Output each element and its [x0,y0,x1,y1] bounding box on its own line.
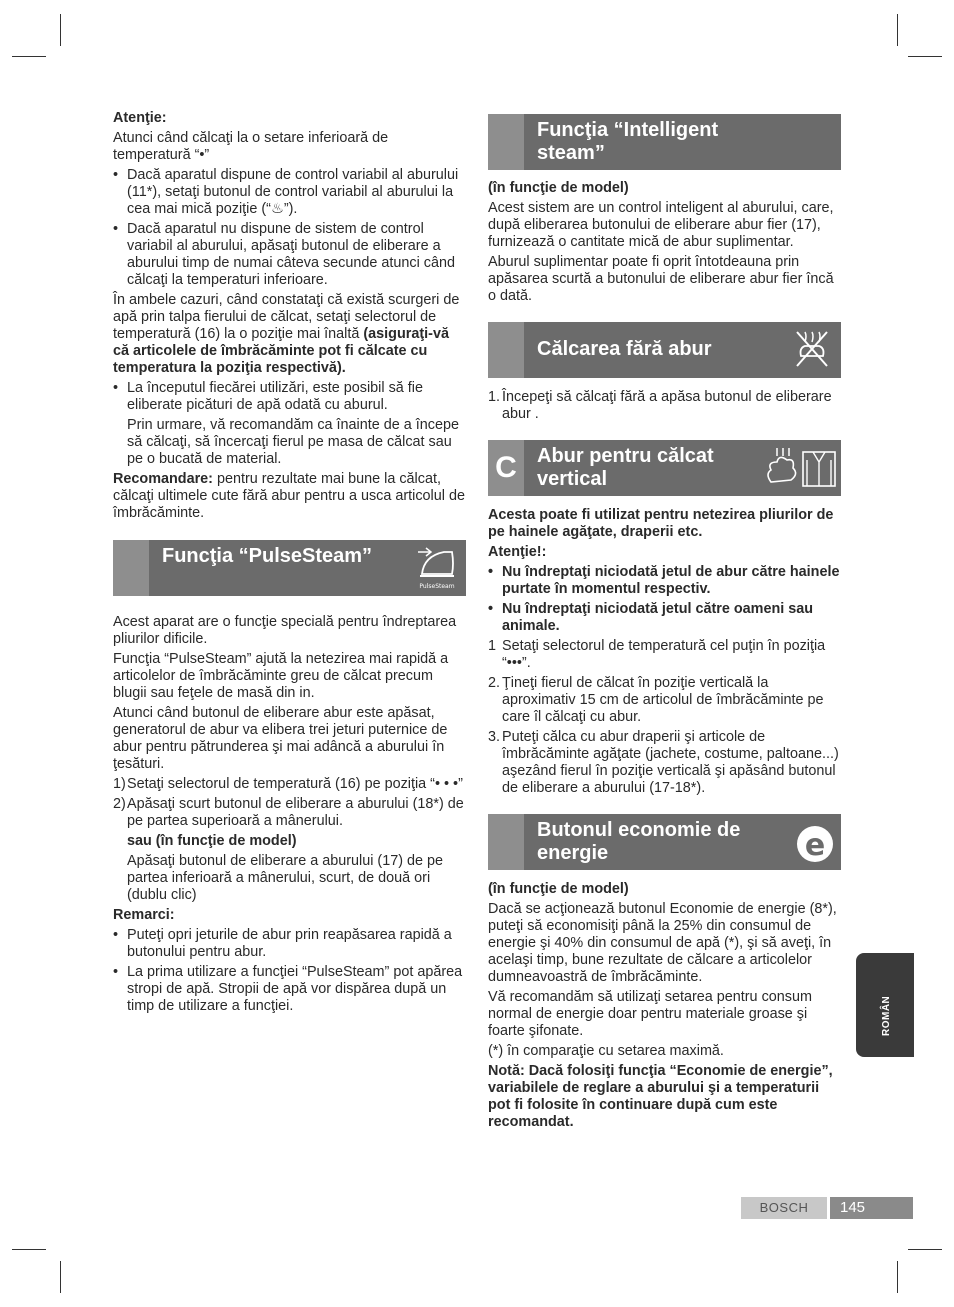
attention-heading: Atenţie!: [488,544,547,560]
section-header-no-steam [488,322,841,378]
list-item: • Dacă aparatul nu dispune de sistem de control variabil al aburului, apăsaţi butonul de eliberare a aburului timp de numai câteva secunde atunci când călcaţi la temperaturi inferioare. [113,221,455,288]
crop-mark [908,1249,942,1250]
crop-mark [12,56,46,57]
list-item: • La începutul fiecărei utilizări, este posibil să fie eliberate picături de apă odată cu aburul. [113,380,423,413]
crop-mark [60,1261,61,1293]
paragraph: Acest aparat are o funcţie specială pentru îndreptarea pliurilor dificile. [113,614,457,647]
numbered-step: 1. Începeţi să călcaţi fără a apăsa butonul de eliberare abur . [488,389,832,422]
paragraph: Atunci când călcaţi la o setare inferioară de temperatură “•” [113,130,389,163]
section-tab [488,814,524,870]
section-tab-letter: C [488,440,524,496]
paragraph: În ambele cazuri, când constataţi că există scurgeri de apă prin talpa fierului de călcat, setaţi selectorul de temperatură (16) la o poziţie mai înaltă (asiguraţi-vă că articolele de îmbrăcăminte pot fi călcate cu temperatura la poziţia respectivă). [113,292,460,376]
list-item: • Nu îndreptaţi niciodată jetul către oameni sau animale. [488,601,814,634]
right-column [488,114,841,1134]
section-title: Funcţia “Intelligent steam” [537,119,719,164]
paragraph: (*) în comparaţie cu setarea maximă. [488,1043,724,1059]
remarks-heading: Remarci: [113,907,175,923]
paragraph: Aburul suplimentar poate fi oprit întotdeauna prin apăsarea scurtă a butonului de eliberare abur fier încă o dată. [488,254,834,304]
section-tab [113,540,149,596]
list-item: • Dacă aparatul dispune de control variabil al aburului (11*), setaţi butonul de control variabil al aburului la cea mai mică poziţie (“♨”). [113,167,459,217]
language-tab [856,953,914,1057]
section-title: Abur pentru călcat vertical [537,445,714,490]
paragraph: Acest sistem are un control inteligent al aburului, care, după eliberarea butonului de eliberare abur fier (17), furnizează o cantitate mică de abur suplimentar. [488,200,834,250]
section-header-intelligent-steam [488,114,841,170]
paragraph: Dacă se acţionează butonul Economie de energie (8*), puteţi să economisiţi până la 25% din consumul de energie şi 40% din consumul de apă (*), şi să aveţi, în acelaşi timp, bune rezultate de călcare a articolelor dumneavoastră de îmbrăcăminte. [488,901,837,985]
left-column [113,110,466,1018]
crop-mark [908,56,942,57]
numbered-step: 1 Setaţi selectorul de temperatură cel puţin în poziţia “•••”. [488,638,826,671]
recommendation: Recomandare: pentru rezultate mai bune la călcat, călcaţi ultimele cute fără abur pentru a usca articolul de îmbrăcăminte. [113,471,465,521]
vertical-steam-icon [763,444,839,492]
model-note: (în funcţie de model) [488,180,629,196]
attention-heading: Atenţie: [113,110,167,126]
section-tab [488,114,524,170]
section-title: Funcţia “PulseSteam” [162,545,373,567]
note: Notă: Dacă folosiţi funcţia “Economie de energie”, variabilele de reglare a aburului şi a temperaturii pot fi folosite în continuare după cum este recomandat. [488,1063,833,1130]
paragraph: Vă recomandăm să utilizaţi setarea pentru consum normal de energie doar pentru materiale groase şi foarte şifonate. [488,989,812,1039]
list-item: • Nu îndreptaţi niciodată jetul de abur către hainele purtate în momentul respectiv. [488,564,840,597]
no-steam-icon [787,326,837,374]
svg-text:PulseSteam: PulseSteam [419,583,455,590]
section-title: Călcarea fără abur [537,338,712,360]
paragraph: Prin urmare, vă recomandăm ca înainte de a începe să călcaţi, să încercaţi fierul pe masa de călcat sau pe o bucată de material. [127,417,459,467]
paragraph: Funcţia “PulseSteam” ajută la netezirea mai rapidă a articolelor de îmbrăcăminte greu de călcat precum blugii sau feţele de masă din in. [113,651,449,701]
section-tab [488,322,524,378]
crop-mark [897,14,898,46]
list-item: • La prima utilizare a funcţiei “PulseSteam” pot apărea stropi de apă. Stropii de apă vor dispărea după un timp de utilizare a funcţiei. [113,964,463,1014]
section-header-vertical-steam [488,440,841,496]
paragraph: Acesta poate fi utilizat pentru netezirea pliurilor de pe hainele agăţate, draperii etc. [488,507,834,540]
paragraph: Apăsaţi butonul de eliberare a aburului (17) de pe partea inferioară a mânerului, scurt, de două ori (dublu clic) [127,853,444,903]
pulsesteam-icon [412,544,462,592]
section-header-eco [488,814,841,870]
numbered-step: 3. Puteţi călca cu abur draperii şi articole de îmbrăcăminte agăţate (jachete, costume, paltoane...) aşezând fierul în poziţie verticală şi apăsând butonul de eliberare a aburului (17-18*). [488,729,839,796]
numbered-step: 2. Ţineţi fierul de călcat în poziţie verticală la aproximativ 15 cm de articolul de îmbrăcăminte pe care îl călcaţi cu abur. [488,675,824,725]
crop-mark [12,1249,46,1250]
section-title: Butonul economie de energie [537,819,741,864]
brand-label: BOSCH [741,1197,827,1219]
language-label: ROMÂN [881,995,892,1036]
crop-mark [897,1261,898,1293]
numbered-step: 1) Setaţi selectorul de temperatură (16) pe poziţia “• • •” [113,776,463,792]
page-number: 145 [830,1197,913,1219]
svg-text:e: e [804,828,826,863]
section-header-pulsesteam [113,540,466,596]
model-note: (în funcţie de model) [488,881,629,897]
numbered-step: 2) Apăsaţi scurt butonul de eliberare a aburului (18*) de pe partea superioară a mânerului. [113,796,464,829]
eco-icon [787,818,837,866]
model-note: sau (în funcţie de model) [127,833,297,849]
crop-mark [60,14,61,46]
list-item: • Puteţi opri jeturile de abur prin reapăsarea rapidă a butonului pentru abur. [113,927,452,960]
paragraph: Atunci când butonul de eliberare abur este apăsat, generatorul de abur va elibera trei jeturi puternice de abur pentru pătrunderea şi mai adâncă a aburului în ţesături. [113,705,448,772]
